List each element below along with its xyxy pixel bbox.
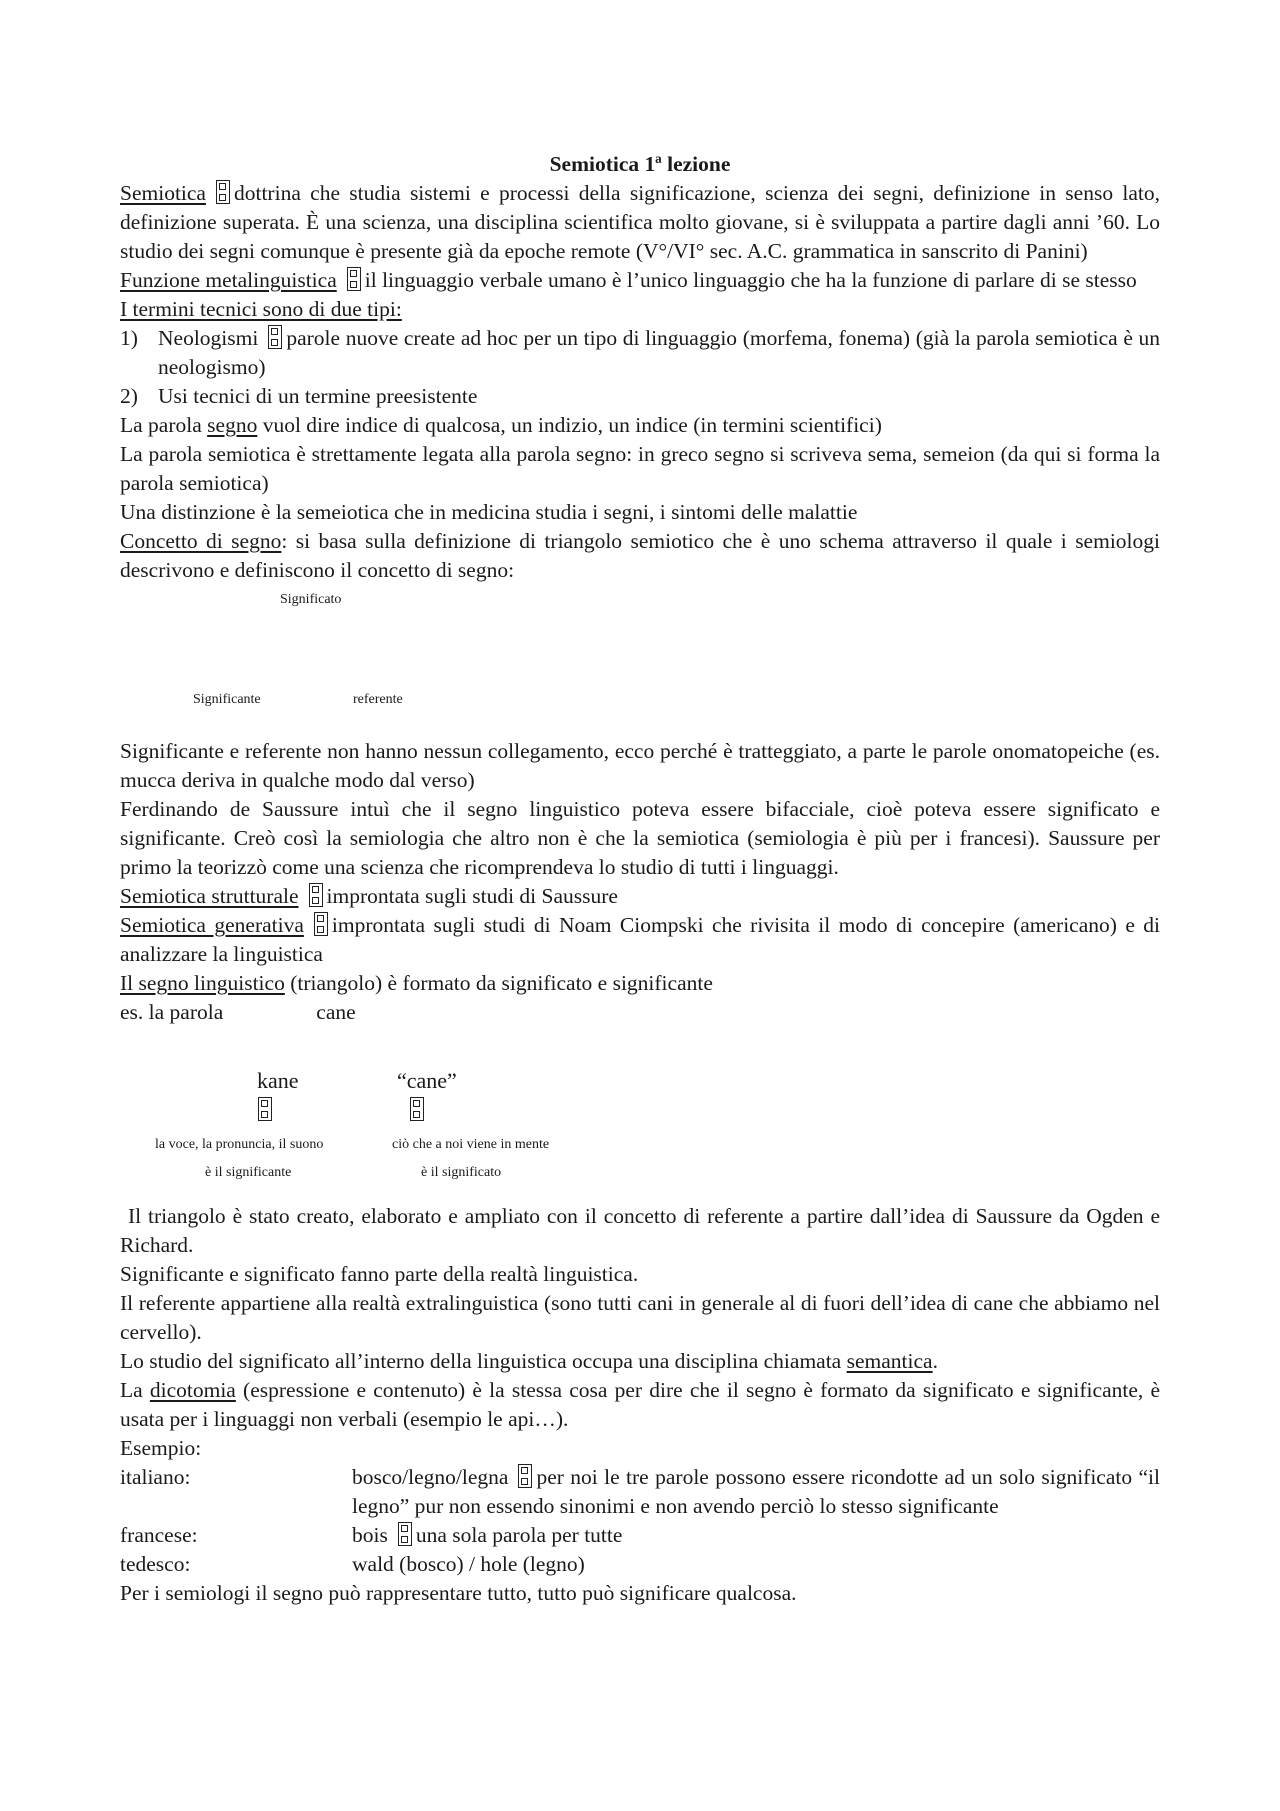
- arrow-symbol-icon: [216, 180, 230, 204]
- example-caption: è il significante: [205, 1165, 292, 1180]
- list-item: [120, 382, 1160, 411]
- paragraph-text: es. la parola: [120, 1000, 224, 1024]
- list-number: 1): [120, 326, 138, 350]
- paragraph-text: La: [120, 1378, 150, 1402]
- language-label: francese:: [120, 1523, 198, 1547]
- paragraph-semeiotica: Una distinzione è la semeiotica che in medicina studia i segni, i sintomi delle malattie: [120, 500, 858, 524]
- paragraph-text: Lo studio del significato all’interno della linguistica occupa una disciplina chiamata: [120, 1349, 847, 1373]
- term: segno: [207, 413, 258, 437]
- paragraph-segno: [120, 411, 1160, 440]
- paragraph-text: il linguaggio verbale umano è l’unico linguaggio che ha la funzione di parlare di se stesso: [364, 268, 1137, 292]
- list-number: 2): [120, 384, 138, 408]
- paragraph-text: La parola: [120, 413, 208, 437]
- term: dicotomia: [149, 1378, 236, 1402]
- term: Concetto di segno: [120, 529, 282, 553]
- paragraph-es-parola: [120, 998, 1160, 1027]
- paragraph-semantica: [120, 1347, 1160, 1376]
- example-word: “cane”: [397, 1068, 457, 1093]
- list-text: [158, 324, 1160, 382]
- paragraph-text: bois: [352, 1523, 388, 1547]
- example-row: [120, 1550, 1160, 1579]
- paragraph-strutturale: [120, 882, 1160, 911]
- term: Semiotica generativa: [120, 913, 304, 937]
- arrow-symbol-icon: [518, 1464, 532, 1488]
- paragraph-text: per noi le tre parole possono essere ricondotte ad un solo significato “il legno” pur non essendo sinonimi e non avendo perciò lo stesso significante: [352, 1465, 1160, 1518]
- example-text: [352, 1463, 1160, 1521]
- down-arrow-icon: [410, 1097, 424, 1121]
- paragraph-text: cane: [316, 1000, 356, 1024]
- page-title: Semiotica 1ª lezione: [549, 152, 731, 176]
- paragraph-text: improntata sugli studi di Noam Ciompski che rivisita il modo di concepire (americano) e di analizzare la linguistica: [120, 913, 1160, 966]
- example-caption: è il significato: [421, 1165, 502, 1180]
- paragraph-saussure: Ferdinando de Saussure intuì che il segno linguistico poteva essere bifacciale, cioè poteva essere significato e significante. Creò così la semiologia che altro non è che la semiotica (semiologia è più per i francesi). Saussure per primo la teorizzò come una scienza che ricomprendeva lo studio di tutti i linguaggi.: [120, 797, 1160, 879]
- example-caption: la voce, la pronuncia, il suono: [155, 1137, 324, 1152]
- term: Semiotica strutturale: [120, 884, 299, 908]
- paragraph-dicotomia: [120, 1376, 1160, 1434]
- language-label: italiano:: [120, 1465, 191, 1489]
- triangle-left-label: Significante: [193, 692, 261, 707]
- paragraph-text: (espressione e contenuto) è la stessa cosa per dire che il segno è formato da significato e significante, è usata per i linguaggi non verbali (esempio le api…).: [120, 1378, 1160, 1431]
- example-text: [352, 1521, 1160, 1550]
- term: Neologismi: [158, 326, 259, 350]
- triangle-top-label: Significato: [280, 592, 342, 607]
- arrow-symbol-icon: [398, 1522, 412, 1546]
- paragraph-concetto: [120, 527, 1160, 585]
- arrow-symbol-icon: [347, 267, 361, 291]
- paragraph-esempio: Esempio:: [120, 1436, 202, 1460]
- down-arrow-icon: [258, 1097, 272, 1121]
- language-label: tedesco:: [120, 1552, 191, 1576]
- semiotic-triangle-diagram: [120, 585, 1160, 737]
- paragraph-text: improntata sugli studi di Saussure: [326, 884, 618, 908]
- term: Funzione metalinguistica: [120, 268, 337, 292]
- paragraph-text: una sola parola per tutte: [415, 1523, 623, 1547]
- paragraph-realta: Significante e significato fanno parte della realtà linguistica.: [120, 1262, 639, 1286]
- term: Il segno linguistico: [120, 971, 285, 995]
- paragraph-generativa: [120, 911, 1160, 969]
- paragraph-conclusione: Per i semiologi il segno può rappresentare tutto, tutto può significare qualcosa.: [120, 1581, 797, 1605]
- term: semantica: [846, 1349, 933, 1373]
- example-caption: ciò che a noi viene in mente: [392, 1137, 550, 1152]
- paragraph-ogden: Il triangolo è stato creato, elaborato e ampliato con il concetto di referente a partire dall’idea di Saussure da Ogden e Richard.: [120, 1204, 1160, 1257]
- term: Semiotica: [120, 181, 206, 205]
- paragraph-sema: La parola semiotica è strettamente legata alla parola segno: in greco segno si scriveva sema, semeion (da qui si forma la parola semiotica): [120, 442, 1160, 495]
- document-page: [120, 150, 1160, 1608]
- arrow-symbol-icon: [268, 325, 282, 349]
- arrow-symbol-icon: [309, 883, 323, 907]
- example-diagram: [120, 1027, 1160, 1202]
- list-item: [120, 324, 1160, 382]
- paragraph-text: bosco/legno/legna: [352, 1465, 509, 1489]
- paragraph-termini: I termini tecnici sono di due tipi:: [120, 297, 402, 321]
- list-text: Usi tecnici di un termine preesistente: [158, 384, 478, 408]
- paragraph-extralinguistica: Il referente appartiene alla realtà extralinguistica (sono tutti cani in generale al di fuori dell’idea di cane che abbiamo nel cervello).: [120, 1291, 1160, 1344]
- triangle-right-label: referente: [353, 692, 403, 707]
- example-row: [120, 1463, 1160, 1521]
- paragraph-referente: Significante e referente non hanno nessun collegamento, ecco perché è tratteggiato, a parte le parole onomatopeiche (es. mucca deriva in qualche modo dal verso): [120, 739, 1160, 792]
- paragraph-segno-linguistico: [120, 969, 1160, 998]
- paragraph-text: : si basa sulla definizione di triangolo semiotico che è uno schema attraverso il quale i semiologi descrivono e definiscono il concetto di segno:: [120, 529, 1160, 582]
- paragraph-text: parole nuove create ad hoc per un tipo di linguaggio (morfema, fonema) (già la parola semiotica è un neologismo): [158, 326, 1160, 379]
- paragraph-text: .: [932, 1349, 938, 1373]
- paragraph-text: (triangolo) è formato da significato e significante: [284, 971, 713, 995]
- example-row: [120, 1521, 1160, 1550]
- example-word: kane: [257, 1068, 299, 1093]
- paragraph-text: vuol dire indice di qualcosa, un indizio, un indice (in termini scientifici): [257, 413, 882, 437]
- paragraph-funzione: [120, 266, 1160, 295]
- paragraph-semiotica: [120, 179, 1160, 266]
- paragraph-text: dottrina che studia sistemi e processi della significazione, scienza dei segni, definizione in senso lato, definizione superata. È una scienza, una disciplina scientifica molto giovane, si è sviluppata a partire dagli anni ’60. Lo studio dei segni comunque è presente già da epoche remote (V°/VI° sec. A.C. grammatica in sanscrito di Panini): [120, 181, 1160, 263]
- example-text: wald (bosco) / hole (legno): [352, 1552, 585, 1576]
- arrow-symbol-icon: [314, 912, 328, 936]
